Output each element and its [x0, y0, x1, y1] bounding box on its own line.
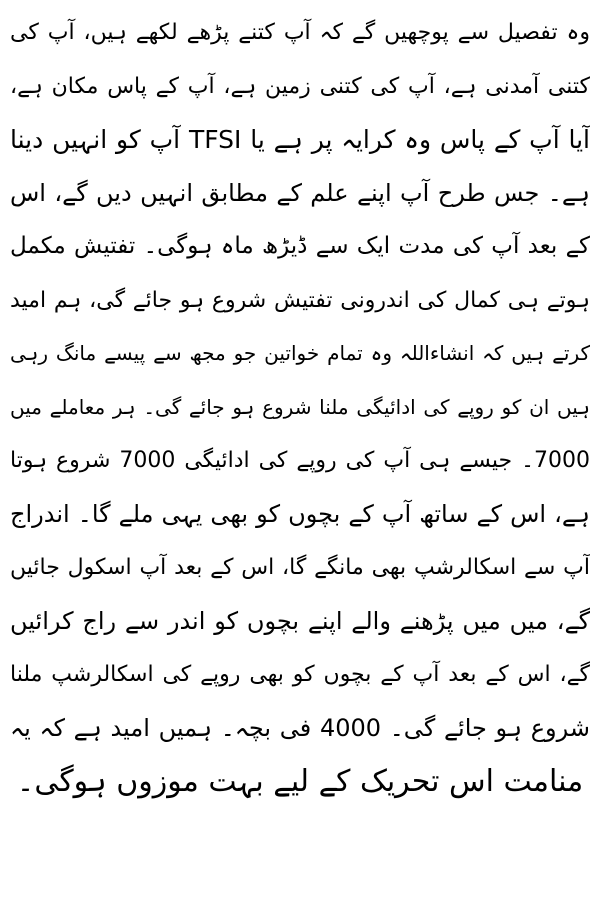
text-line-10: ہے، اس کے ساتھ آپ کے بچوں کو بھی یہی ملے گا۔ اندراج	[10, 499, 590, 528]
text-line-11: آپ سے اسکالرشپ بھی مانگے گا، اس کے بعد آپ اسکول جائیں	[10, 555, 590, 580]
text-line-14: شروع ہو جائے گی۔ 4000 فی بچہ۔ ہمیں امید ہے کہ یہ	[10, 713, 590, 742]
text-line-5: کے بعد آپ کی مدت ایک سے ڈیڑھ ماہ ہوگی۔ تفتیش مکمل	[10, 233, 590, 259]
text-line-2: کتنی آمدنی ہے، آپ کی کتنی زمین ہے، آپ کے پاس مکان ہے،	[10, 73, 590, 99]
text-line-7: کرتے ہیں کہ انشاءاللہ وہ تمام خواتین جو مجھ سے پیسے مانگ رہی	[10, 341, 590, 365]
text-line-12: گے، میں میں پڑھنے والے اپنے بچوں کو اندر سے راج کرائیں	[10, 606, 590, 635]
text-line-8: ہیں ان کو روپے کی ادائیگی ملنا شروع ہو جائے گی۔ ہر معاملے میں	[10, 394, 590, 419]
text-line-15: منامت اس تحریک کے لیے بہت موزوں ہوگی۔	[16, 764, 584, 799]
text-line-4: ہے۔ جس طرح آپ اپنے علم کے مطابق انہیں دیں گے، اس	[10, 178, 590, 207]
text-line-13: گے، اس کے بعد آپ کے بچوں کو بھی روپے کی اسکالرشپ ملنا	[10, 662, 590, 687]
text-line-1: وہ تفصیل سے پوچھیں گے کہ آپ کتنے پڑھے لکھے ہیں، آپ کی	[10, 20, 590, 45]
text-line-9: 7000۔ جیسے ہی آپ کی روپے کی ادائیگی 7000 شروع ہوتا	[10, 448, 590, 473]
text-line-3: آیا آپ کے پاس وہ کرایہ پر ہے یا TFSI آپ کو انہیں دینا	[10, 125, 590, 154]
text-line-6: ہوتے ہی کمال کی اندرونی تفتیش شروع ہو جائے گی، ہم امید	[10, 287, 590, 313]
